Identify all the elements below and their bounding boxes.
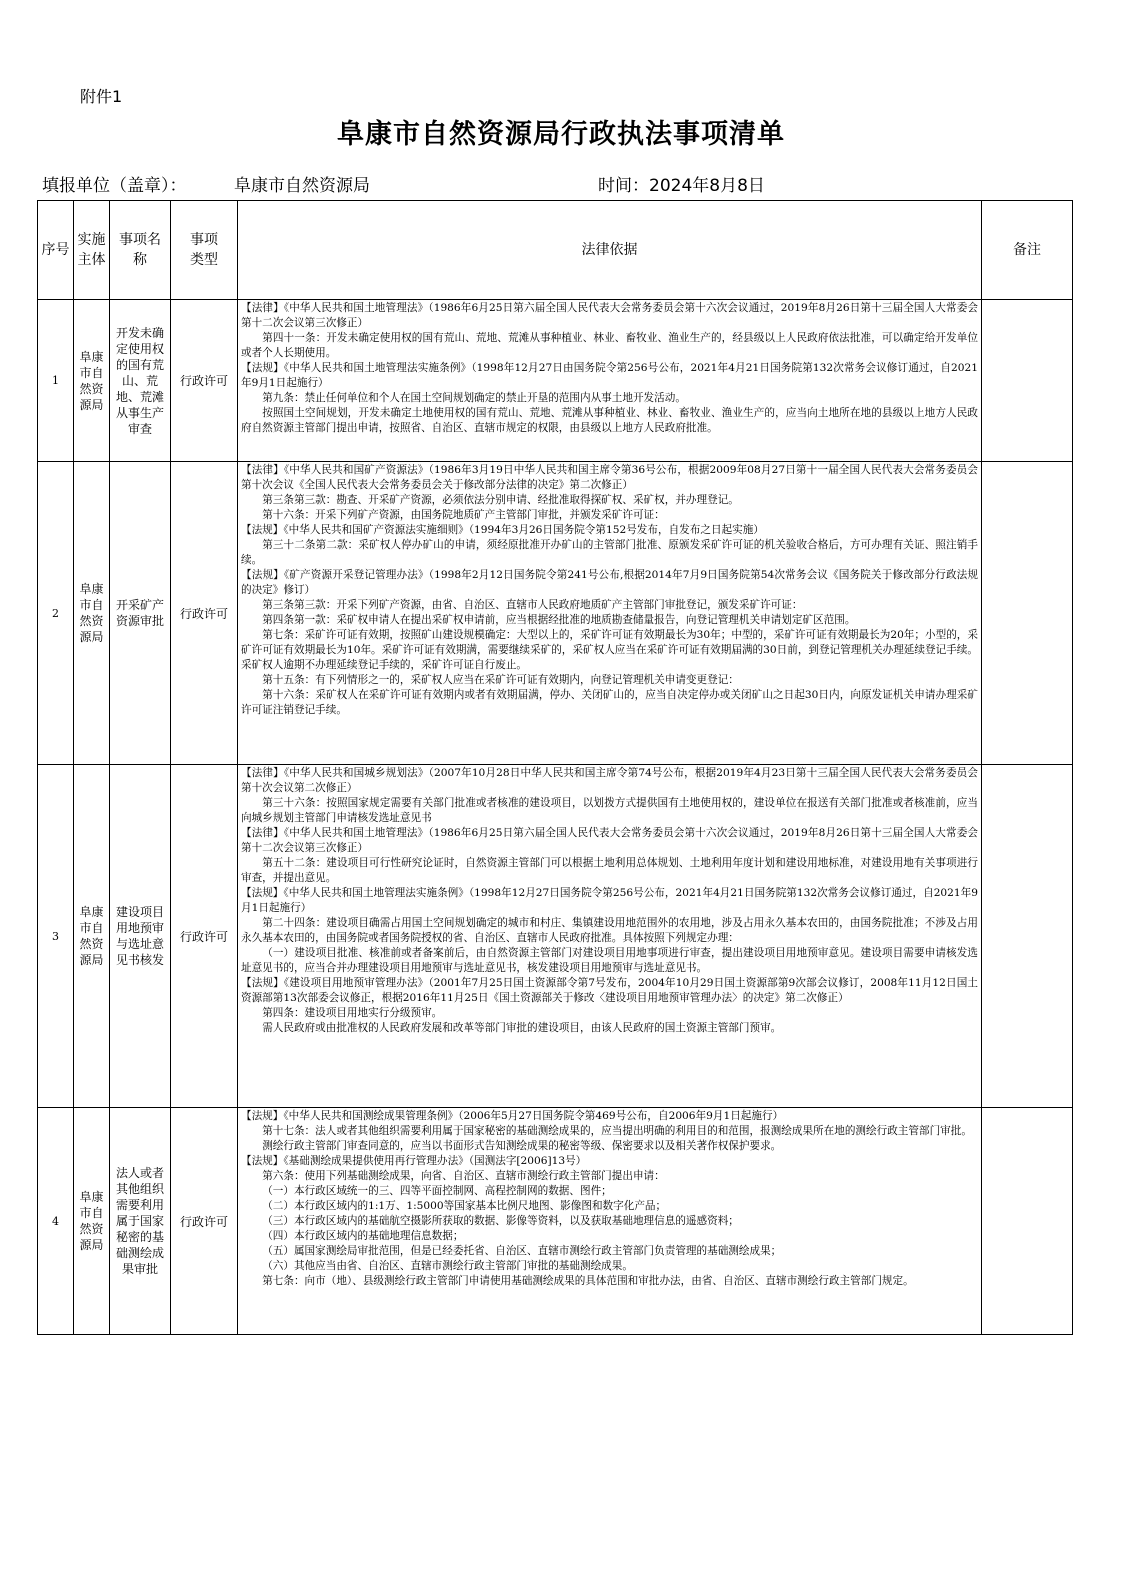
row-item-type: 行政许可 bbox=[171, 462, 238, 765]
enforcement-items-table bbox=[37, 200, 1073, 1335]
row-item-name: 法人或者其他组织需要利用属于国家秘密的基础测绘成果审批 bbox=[110, 1108, 171, 1335]
legal-basis-paragraph: 【法规】《中华人民共和国矿产资源法实施细则》（1994年3月26日国务院令第152号发布，自发布之日起实施） bbox=[241, 524, 764, 536]
legal-basis-paragraph: 第五十二条：建设项目可行性研究论证时，自然资源主管部门可以根据土地利用总体规划、土地利用年度计划和建设用地标准，对建设用地有关事项进行审查，并提出意见。 bbox=[241, 857, 978, 884]
row-no: 3 bbox=[38, 765, 74, 1108]
annex-label: 附件1 bbox=[80, 87, 123, 106]
fill-unit-label: 填报单位（盖章）： bbox=[42, 176, 187, 196]
legal-basis-paragraph: 第二十四条：建设项目确需占用国土空间规划确定的城市和村庄、集镇建设用地范围外的农用地，涉及占用永久基本农田的，由国务院批准；不涉及占用永久基本农田的，由国务院或者国务院授权的省、自治区、直辖市人民政府批准。具体按照下列规定办理： bbox=[241, 917, 978, 944]
row-subject: 阜康市自然资源局 bbox=[74, 1108, 110, 1335]
row-legal-basis bbox=[238, 765, 982, 1108]
legal-basis-paragraph: 【法律】《中华人民共和国土地管理法》（1986年6月25日第六届全国人民代表大会常务委员会第十六次会议通过，2019年8月26日第十三届全国人大常委会第十二次会议第三次修正） bbox=[241, 827, 978, 854]
legal-basis-paragraph: 【法律】《中华人民共和国土地管理法》（1986年6月25日第六届全国人民代表大会常务委员会第十六次会议通过，2019年8月26日第十三届全国人大常委会第十二次会议第三次修正） bbox=[241, 302, 978, 329]
legal-basis-paragraph: 【法规】《矿产资源开采登记管理办法》（1998年2月12日国务院令第241号公布,根据2014年7月9日国务院第54次常务会议《国务院关于修改部分行政法规的决定》修订） bbox=[241, 569, 978, 596]
row-no: 1 bbox=[38, 300, 74, 462]
row-legal-basis bbox=[238, 1108, 982, 1335]
legal-basis-paragraph: （三）本行政区域内的基础航空摄影所获取的数据、影像等资料，以及获取基础地理信息的遥感资料； bbox=[262, 1215, 739, 1227]
legal-basis-paragraph: 第十七条：法人或者其他组织需要利用属于国家秘密的基础测绘成果的，应当提出明确的利用目的和范围，报测绘成果所在地的测绘行政主管部门审批。 bbox=[262, 1125, 972, 1137]
legal-basis-paragraph: 第三条第三款：勘查、开采矿产资源，必须依法分别申请、经批准取得探矿权、采矿权，并办理登记。 bbox=[262, 494, 739, 506]
row-note bbox=[982, 462, 1073, 765]
row-note bbox=[982, 1108, 1073, 1335]
row-no: 2 bbox=[38, 462, 74, 765]
fill-unit-value: 阜康市自然资源局 bbox=[234, 176, 370, 196]
legal-basis-paragraph: 【法规】《建设项目用地预审管理办法》（2001年7月25日国土资源部令第7号发布，2004年10月29日国土资源部第9次部会议修订，2008年11月12日国土资源部第13次部委会议修正，根据2016年11月25日《国土资源部关于修改〈建设项目用地预审管理办法〉的决定》第二次修正） bbox=[241, 977, 978, 1004]
row-item-name: 开采矿产资源审批 bbox=[110, 462, 171, 765]
legal-basis-paragraph: 第三十六条：按照国家规定需要有关部门批准或者核准的建设项目，以划拨方式提供国有土地使用权的，建设单位在报送有关部门批准或者核准前，应当向城乡规划主管部门申请核发选址意见书 bbox=[241, 797, 978, 824]
legal-basis-paragraph: 【法规】《基础测绘成果提供使用再行管理办法》（国测法字[2006]13号） bbox=[241, 1155, 587, 1167]
legal-basis-paragraph: 测绘行政主管部门审查同意的，应当以书面形式告知测绘成果的秘密等级、保密要求以及相关著作权保护要求。 bbox=[262, 1140, 782, 1152]
column-header-law: 法律依据 bbox=[238, 201, 982, 300]
row-note bbox=[982, 765, 1073, 1108]
legal-basis-paragraph: 第十六条：开采下列矿产资源，由国务院地质矿产主管部门审批，并颁发采矿许可证： bbox=[262, 509, 665, 521]
legal-basis-paragraph: （六）其他应当由省、自治区、直辖市测绘行政主管部门审批的基础测绘成果。 bbox=[262, 1260, 633, 1272]
table-row bbox=[38, 462, 1073, 765]
page-title: 阜康市自然资源局行政执法事项清单 bbox=[337, 119, 785, 150]
legal-basis-paragraph: （一）建设项目批准、核准前或者备案前后，由自然资源主管部门对建设项目用地事项进行审查，提出建设项目用地预审意见。建设项目需要申请核发选址意见书的，应当合并办理建设项目用地预审与选址意见书，核发建设项目用地预审与选址意见书。 bbox=[241, 947, 978, 974]
row-item-type: 行政许可 bbox=[171, 765, 238, 1108]
row-subject: 阜康市自然资源局 bbox=[74, 462, 110, 765]
legal-basis-paragraph: 第四十一条：开发未确定使用权的国有荒山、荒地、荒滩从事种植业、林业、畜牧业、渔业生产的，经县级以上人民政府依法批准，可以确定给开发单位或者个人长期使用。 bbox=[241, 332, 978, 359]
row-item-type: 行政许可 bbox=[171, 300, 238, 462]
table-row bbox=[38, 1108, 1073, 1335]
legal-basis-paragraph: 【法律】《中华人民共和国矿产资源法》（1986年3月19日中华人民共和国主席令第36号公布，根据2009年08月27日第十一届全国人民代表大会常务委员会第十次会议《全国人民代表大会常务委员会关于修改部分法律的决定》第二次修正） bbox=[241, 464, 978, 491]
row-subject: 阜康市自然资源局 bbox=[74, 765, 110, 1108]
row-legal-basis bbox=[238, 462, 982, 765]
row-no: 4 bbox=[38, 1108, 74, 1335]
row-note bbox=[982, 300, 1073, 462]
legal-basis-paragraph: 第十五条：有下列情形之一的，采矿权人应当在采矿许可证有效期内，向登记管理机关申请变更登记： bbox=[262, 674, 739, 686]
legal-basis-paragraph: 第四条：建设项目用地实行分级预审。 bbox=[262, 1007, 443, 1019]
legal-basis-paragraph: （一）本行政区域统一的三、四等平面控制网、高程控制网的数据、图件； bbox=[262, 1185, 612, 1197]
row-item-type: 行政许可 bbox=[171, 1108, 238, 1335]
table-row bbox=[38, 300, 1073, 462]
column-header-no: 序号 bbox=[38, 201, 74, 300]
legal-basis-paragraph: 【法规】《中华人民共和国土地管理法实施条例》（1998年12月27日由国务院令第256号公布，2021年4月21日国务院第132次常务会议修订通过，自2021年9月1日起施行） bbox=[241, 362, 978, 389]
legal-basis-paragraph: 第六条：使用下列基础测绘成果，向省、自治区、直辖市测绘行政主管部门提出申请： bbox=[262, 1170, 665, 1182]
fill-time: 时间：2024年8月8日 bbox=[598, 176, 765, 196]
column-header-name: 事项名称 bbox=[110, 201, 171, 300]
legal-basis-paragraph: 第九条：禁止任何单位和个人在国土空间规划确定的禁止开垦的范围内从事土地开发活动。 bbox=[262, 392, 686, 404]
legal-basis-paragraph: 【法规】《中华人民共和国测绘成果管理条例》（2006年5月27日国务院令第469号公布，自2006年9月1日起施行） bbox=[241, 1110, 784, 1122]
row-item-name: 开发未确定使用权的国有荒山、荒地、荒滩从事生产审查 bbox=[110, 300, 171, 462]
column-header-note: 备注 bbox=[982, 201, 1073, 300]
legal-basis-paragraph: 第七条：采矿许可证有效期，按照矿山建设规模确定：大型以上的，采矿许可证有效期最长为30年；中型的，采矿许可证有效期最长为20年；小型的，采矿许可证有效期最长为10年。采矿许可证有效期满，需要继续采矿的，采矿权人应当在采矿许可证有效期届满的30日前，到登记管理机关办理延续登记手续。采矿权人逾期不办理延续登记手续的，采矿许可证自行废止。 bbox=[241, 629, 978, 671]
row-item-name: 建设项目用地预审与选址意见书核发 bbox=[110, 765, 171, 1108]
row-subject: 阜康市自然资源局 bbox=[74, 300, 110, 462]
legal-basis-paragraph: 【法律】《中华人民共和国城乡规划法》（2007年10月28日中华人民共和国主席令第74号公布，根据2019年4月23日第十三届全国人民代表大会常务委员会第十次会议第二次修正） bbox=[241, 767, 978, 794]
legal-basis-paragraph: 需人民政府或由批准权的人民政府发展和改革等部门审批的建设项目，由该人民政府的国土资源主管部门预审。 bbox=[262, 1022, 782, 1034]
legal-basis-paragraph: 第四条第一款：采矿权申请人在提出采矿权申请前，应当根据经批准的地质勘查储量报告，向登记管理机关申请划定矿区范围。 bbox=[262, 614, 856, 626]
legal-basis-paragraph: 按照国土空间规划，开发未确定土地使用权的国有荒山、荒地、荒滩从事种植业、林业、畜牧业、渔业生产的，应当向土地所在地的县级以上地方人民政府自然资源主管部门提出申请，按照省、自治区、直辖市规定的权限，由县级以上地方人民政府批准。 bbox=[241, 407, 978, 434]
table-row bbox=[38, 765, 1073, 1108]
legal-basis-paragraph: （四）本行政区域内的基础地理信息数据； bbox=[262, 1230, 464, 1242]
legal-basis-paragraph: 【法规】《中华人民共和国土地管理法实施条例》（1998年12月27日国务院令第256号公布，2021年4月21日国务院第132次常务会议修订通过，自2021年9月1日起施行） bbox=[241, 887, 978, 914]
legal-basis-paragraph: 第三十二条第二款：采矿权人停办矿山的申请，须经原批准开办矿山的主管部门批准、原颁发采矿许可证的机关验收合格后，方可办理有关证、照注销手续。 bbox=[241, 539, 978, 566]
legal-basis-paragraph: 第七条：向市（地）、县级测绘行政主管部门申请使用基础测绘成果的具体范围和审批办法，由省、自治区、直辖市测绘行政主管部门规定。 bbox=[262, 1275, 914, 1287]
row-legal-basis bbox=[238, 300, 982, 462]
legal-basis-paragraph: （五）属国家测绘局审批范围，但是已经委托省、自治区、直辖市测绘行政主管部门负责管理的基础测绘成果； bbox=[262, 1245, 782, 1257]
legal-basis-paragraph: 第十六条：采矿权人在采矿许可证有效期内或者有效期届满，停办、关闭矿山的，应当自决定停办或关闭矿山之日起30日内，向原发证机关申请办理采矿许可证注销登记手续。 bbox=[241, 689, 978, 716]
legal-basis-paragraph: （二）本行政区域内的1:1万、1:5000等国家基本比例尺地图、影像图和数字化产品； bbox=[262, 1200, 667, 1212]
column-header-subject: 实施主体 bbox=[74, 201, 110, 300]
legal-basis-paragraph: 第三条第三款：开采下列矿产资源，由省、自治区、直辖市人民政府地质矿产主管部门审批登记，颁发采矿许可证： bbox=[262, 599, 803, 611]
table-header-row bbox=[38, 201, 1073, 300]
column-header-type: 事项类型 bbox=[171, 201, 238, 300]
